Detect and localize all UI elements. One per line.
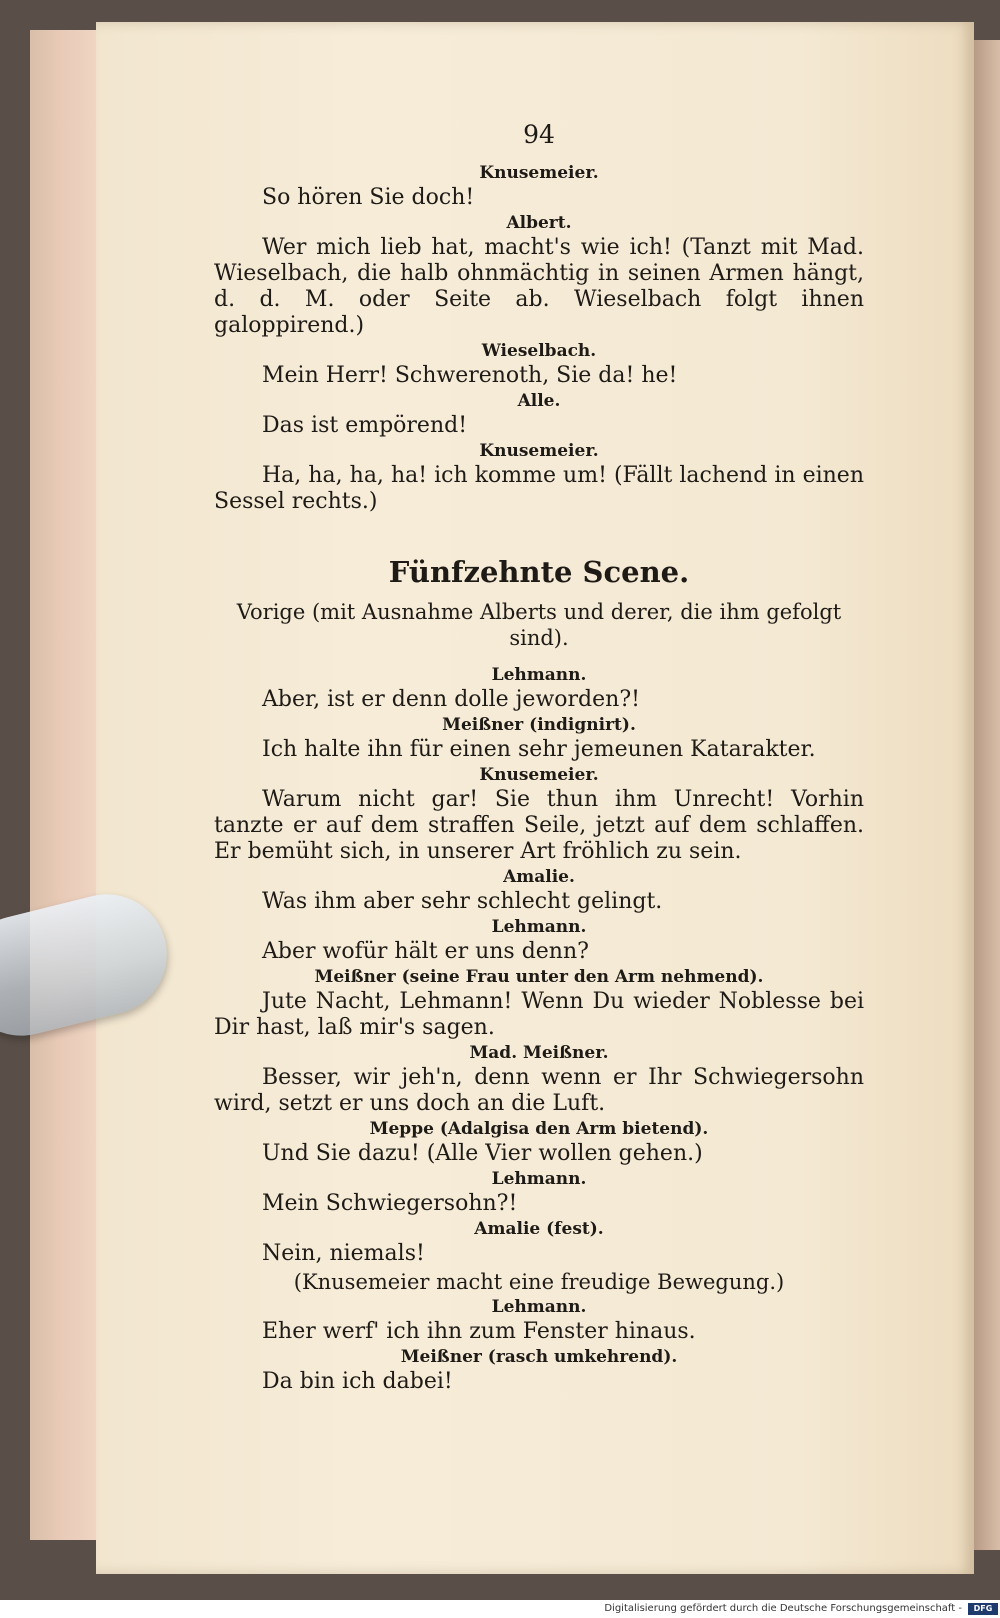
dialogue-line: Mein Schwiegersohn?! — [262, 1191, 518, 1216]
speaker-name: Albert. — [506, 213, 572, 233]
page-number: 94 — [523, 120, 555, 149]
speaker-name: Amalie. — [503, 867, 575, 887]
dialogue-line: Mein Herr! Schwerenoth, Sie da! he! — [262, 363, 678, 388]
speaker-name: Amalie (fest). — [474, 1219, 604, 1239]
speaker-name: Meppe (Adalgisa den Arm bietend). — [369, 1119, 709, 1139]
dialogue-line: Aber, ist er denn dolle jeworden?! — [262, 687, 640, 712]
speaker-name: Lehmann. — [491, 1297, 587, 1317]
dialogue-line: Wer mich lieb hat, macht's wie ich! (Tanzt mit Mad. Wieselbach, die halb ohnmächtig in seinen Armen hängt, d. d. M. oder Seite ab. Wieselbach folgt ihnen galoppirend.) — [214, 235, 864, 338]
dialogue-line: Was ihm aber sehr schlecht gelingt. — [262, 889, 663, 914]
stage-note: (Knusemeier macht eine freudige Bewegung.) — [293, 1270, 785, 1294]
digitization-footer — [0, 1600, 1000, 1618]
dfg-logo: DFG — [968, 1603, 998, 1615]
speaker-name: Knusemeier. — [479, 163, 599, 183]
dialogue-line: So hören Sie doch! — [262, 185, 475, 210]
scene-title: Fünfzehnte Scene. — [388, 555, 690, 589]
dialogue-line: Jute Nacht, Lehmann! Wenn Du wieder Noblesse bei Dir hast, laß mir's sagen. — [214, 989, 864, 1040]
dialogue-block-scene — [214, 665, 864, 1267]
speaker-name: Meißner (seine Frau unter den Arm nehmend). — [314, 967, 764, 987]
speaker-name: Knusemeier. — [479, 441, 599, 461]
dialogue-line: Ich halte ihn für einen sehr jemeunen Katarakter. — [262, 737, 816, 762]
dialogue-block-top — [214, 163, 864, 515]
dialogue-line: Besser, wir jeh'n, denn wenn er Ihr Schwiegersohn wird, setzt er uns doch an die Luft. — [214, 1065, 864, 1116]
scene-direction: Vorige (mit Ausnahme Alberts und derer, die ihm gefolgt sind). — [236, 600, 842, 650]
dialogue-line: Und Sie dazu! (Alle Vier wollen gehen.) — [262, 1141, 703, 1166]
dialogue-line: Da bin ich dabei! — [262, 1369, 453, 1394]
dialogue-line: Ha, ha, ha, ha! ich komme um! (Fällt lachend in einen Sessel rechts.) — [214, 463, 864, 514]
speaker-name: Knusemeier. — [479, 765, 599, 785]
dialogue-line: Warum nicht gar! Sie thun ihm Unrecht! Vorhin tanzte er auf dem straffen Seile, jetzt auf dem schlaffen. Er bemüht sich, in unserer Art fröhlich zu sein. — [214, 787, 864, 864]
dialogue-line: Eher werf' ich ihn zum Fenster hinaus. — [262, 1319, 696, 1344]
speaker-name: Meißner (indignirt). — [442, 715, 636, 735]
text-column — [214, 120, 864, 1395]
dialogue-line: Aber wofür hält er uns denn? — [262, 939, 589, 964]
speaker-name: Lehmann. — [491, 917, 587, 937]
footer-text: Digitalisierung gefördert durch die Deutsche Forschungsgemeinschaft - — [604, 1603, 962, 1614]
speaker-name: Mad. Meißner. — [469, 1043, 609, 1063]
book-page-edges-right — [974, 40, 1000, 1550]
dialogue-block-end — [214, 1297, 864, 1395]
dialogue-line: Nein, niemals! — [262, 1241, 425, 1266]
book-page-edges-left — [30, 30, 100, 1540]
speaker-name: Meißner (rasch umkehrend). — [400, 1347, 678, 1367]
speaker-name: Alle. — [517, 391, 561, 411]
speaker-name: Lehmann. — [491, 1169, 587, 1189]
speaker-name: Wieselbach. — [481, 341, 597, 361]
dialogue-line: Das ist empörend! — [262, 413, 468, 438]
speaker-name: Lehmann. — [491, 665, 587, 685]
